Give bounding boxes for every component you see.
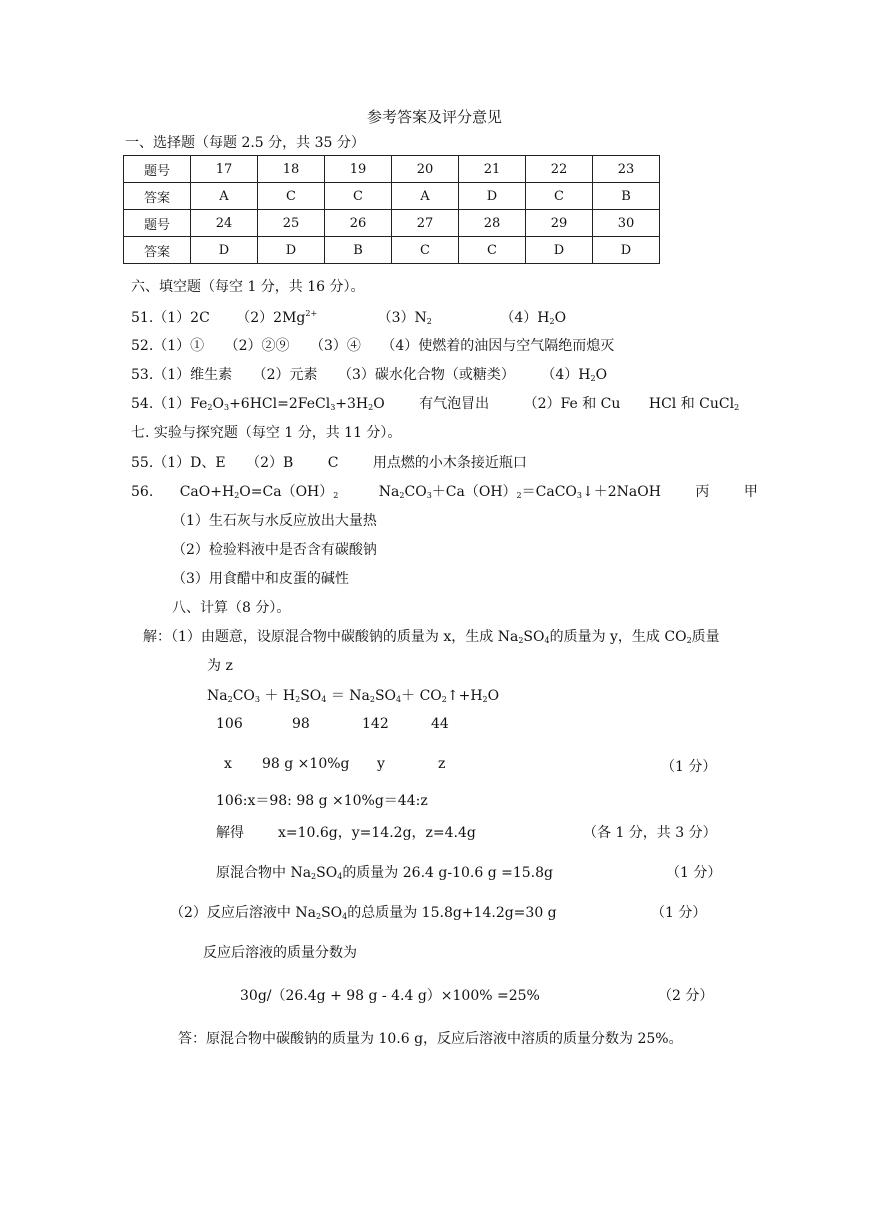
ratio-line: 106:x＝98: 98 g ×10%g＝44:z — [216, 793, 428, 809]
table-cell: B — [325, 237, 392, 264]
var-acid-mass: 98 g ×10%g — [262, 756, 350, 772]
table-cell: 24 — [191, 210, 258, 237]
row-header-cell: 题号 — [124, 210, 191, 237]
fraction-label: 反应后溶液的质量分数为 — [203, 945, 357, 961]
table-cell: 20 — [392, 156, 459, 183]
var-z: z — [438, 756, 446, 772]
table-cell: 29 — [526, 210, 593, 237]
row-header-cell: 题号 — [124, 156, 191, 183]
table-cell: C — [392, 237, 459, 264]
page-title: 参考答案及评分意见 — [366, 108, 502, 126]
var-y: y — [377, 756, 385, 772]
q54-line: $54.(1)Fe_2O_3+6HCl=2FeCl_3+3H_2O$ 有气泡冒出 （2）Fe 和 Cu HCl 和 CuCl$_2$ — [131, 396, 740, 412]
table-cell: D — [526, 237, 593, 264]
molar-mass-106: 106 — [216, 716, 243, 732]
table-cell: 25 — [258, 210, 325, 237]
fraction-formula: 30g/（26.4g + 98 g - 4.4 g）×100% =25% — [240, 988, 540, 1004]
table-cell: C — [325, 183, 392, 210]
molar-mass-98: 98 — [292, 716, 310, 732]
score-5: （2 分） — [658, 988, 714, 1004]
calc-intro-line-2: 为 z — [207, 658, 233, 674]
q52-line: 52.（1）① （2）②⑨ （3）④ （4）使燃着的油因与空气隔绝而熄灭 — [131, 338, 615, 354]
final-answer: 答：原混合物中碳酸钠的质量为 10.6 g，反应后溶液中溶质的质量分数为 25%。 — [178, 1031, 683, 1047]
answer-table — [123, 155, 660, 264]
table-row — [124, 237, 660, 264]
table-cell: B — [593, 183, 660, 210]
calc-intro-line: 解：（1）由题意，设原混合物中碳酸钠的质量为 x，生成 $Na_2SO_4$的质量为 y，生成 $CO_2$质量 — [143, 629, 720, 645]
table-cell: 18 — [258, 156, 325, 183]
molar-mass-142: 142 — [362, 716, 389, 732]
section-choice-heading: 一、选择题（每题 2.5 分，共 35 分） — [125, 135, 365, 151]
table-cell: 26 — [325, 210, 392, 237]
solve-label: 解得 — [216, 825, 244, 841]
table-cell: A — [191, 183, 258, 210]
calc-equation: $Na_2CO_3 + H_2SO_4 = Na_2SO_4+$ $CO_2↑+H_2O$ — [207, 688, 500, 704]
table-cell: C — [526, 183, 593, 210]
table-cell: 17 — [191, 156, 258, 183]
table-cell: A — [392, 183, 459, 210]
table-cell: 19 — [325, 156, 392, 183]
table-cell: C — [459, 237, 526, 264]
var-x: x — [224, 756, 232, 772]
table-row — [124, 156, 660, 183]
section-experiment-heading: 七. 实验与探究题（每空 1 分，共 11 分）。 — [131, 425, 402, 441]
row-header-cell: 答案 — [124, 183, 191, 210]
original-mass-line: 原混合物中 $Na_2SO_4$的质量为 26.4 g-10.6 g =15.8g — [216, 865, 553, 881]
table-row — [124, 210, 660, 237]
score-1: （1 分） — [661, 759, 717, 775]
table-cell: 21 — [459, 156, 526, 183]
score-3: （1 分） — [666, 865, 722, 881]
table-cell: 23 — [593, 156, 660, 183]
q56-item-1: （1）生石灰与水反应放出大量热 — [172, 513, 377, 529]
solve-values: x=10.6g，y=14.2g，z=4.4g — [278, 825, 476, 841]
q56-item-2: （2）检验料液中是否含有碳酸钠 — [172, 542, 377, 558]
score-2: （各 1 分，共 3 分） — [583, 825, 717, 841]
score-4: （1 分） — [651, 905, 707, 921]
table-cell: 30 — [593, 210, 660, 237]
table-cell: 22 — [526, 156, 593, 183]
q53-line: 53.（1）维生素 （2）元素 （3）碳水化合物（或糖类） $(4)H_2O$ — [131, 367, 608, 383]
table-cell: D — [459, 183, 526, 210]
table-cell: 27 — [392, 210, 459, 237]
q51-line: 51.（1）2C $(2)2Mg^{2+}$ $(3)N_2$ $(4)H_2O$ — [131, 309, 567, 326]
section-calc-heading: 八、计算（8 分）。 — [172, 600, 291, 616]
table-cell: D — [258, 237, 325, 264]
q56-line: 56. $CaO+H_2O=Ca(OH)_2$ $Na_2CO_3+Ca(OH)_2=CaCO_3↓+2NaOH$ 丙 甲 — [131, 484, 758, 500]
table-cell: D — [593, 237, 660, 264]
section-fill-heading: 六、填空题（每空 1 分，共 16 分）。 — [131, 279, 365, 295]
table-row — [124, 183, 660, 210]
table-cell: D — [191, 237, 258, 264]
table-cell: C — [258, 183, 325, 210]
part2-line: （2）反应后溶液中 $Na_2SO_4$的总质量为 15.8g+14.2g=30 g — [170, 905, 557, 921]
molar-mass-44: 44 — [431, 716, 449, 732]
q55-line: 55.（1）D、E （2）B C 用点燃的小木条接近瓶口 — [131, 455, 527, 471]
table-cell: 28 — [459, 210, 526, 237]
row-header-cell: 答案 — [124, 237, 191, 264]
q56-item-3: （3）用食醋中和皮蛋的碱性 — [172, 571, 349, 587]
